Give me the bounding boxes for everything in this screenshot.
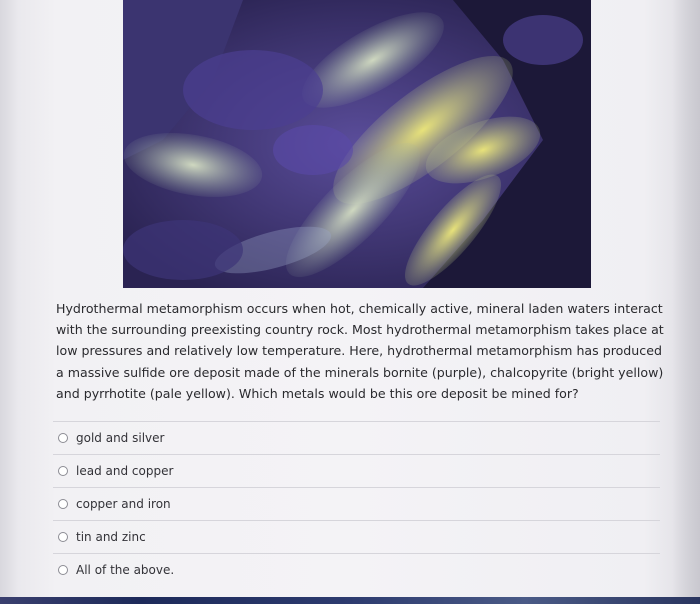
option-label: copper and iron [76, 497, 171, 511]
page-shadow-right [672, 0, 700, 604]
screen-bottom-edge [0, 597, 700, 604]
option-label: lead and copper [76, 464, 174, 478]
divider [53, 520, 660, 521]
option-lead-and-copper[interactable] [58, 461, 173, 481]
option-tin-and-zinc[interactable] [58, 527, 146, 547]
option-all-of-the-above[interactable] [58, 560, 174, 580]
divider [53, 421, 660, 422]
radio-button[interactable] [58, 565, 68, 575]
option-label: tin and zinc [76, 530, 146, 544]
question-text: Hydrothermal metamorphism occurs when hot, chemically active, mineral laden waters interact with the surrounding preexisting country rock. Most hydrothermal metamorphism takes place at low pressures and relatively low temperature. Here, hydrothermal metamorphism has produced a massive sulfide ore deposit made of the minerals bornite (purple), chalcopyrite (bright yellow) and pyrrhotite (pale yellow). Which metals would be this ore deposit be mined for? [56, 301, 664, 401]
radio-button[interactable] [58, 433, 68, 443]
option-label: All of the above. [76, 563, 175, 577]
divider [53, 487, 660, 488]
option-copper-and-iron[interactable] [58, 494, 171, 514]
radio-button[interactable] [58, 499, 68, 509]
radio-button[interactable] [58, 466, 68, 476]
option-gold-and-silver[interactable] [58, 428, 164, 448]
ore-deposit-photo [123, 0, 591, 288]
divider [53, 553, 660, 554]
divider [53, 454, 660, 455]
page-shadow-left [0, 0, 18, 604]
option-label: gold and silver [76, 431, 165, 445]
radio-button[interactable] [58, 532, 68, 542]
